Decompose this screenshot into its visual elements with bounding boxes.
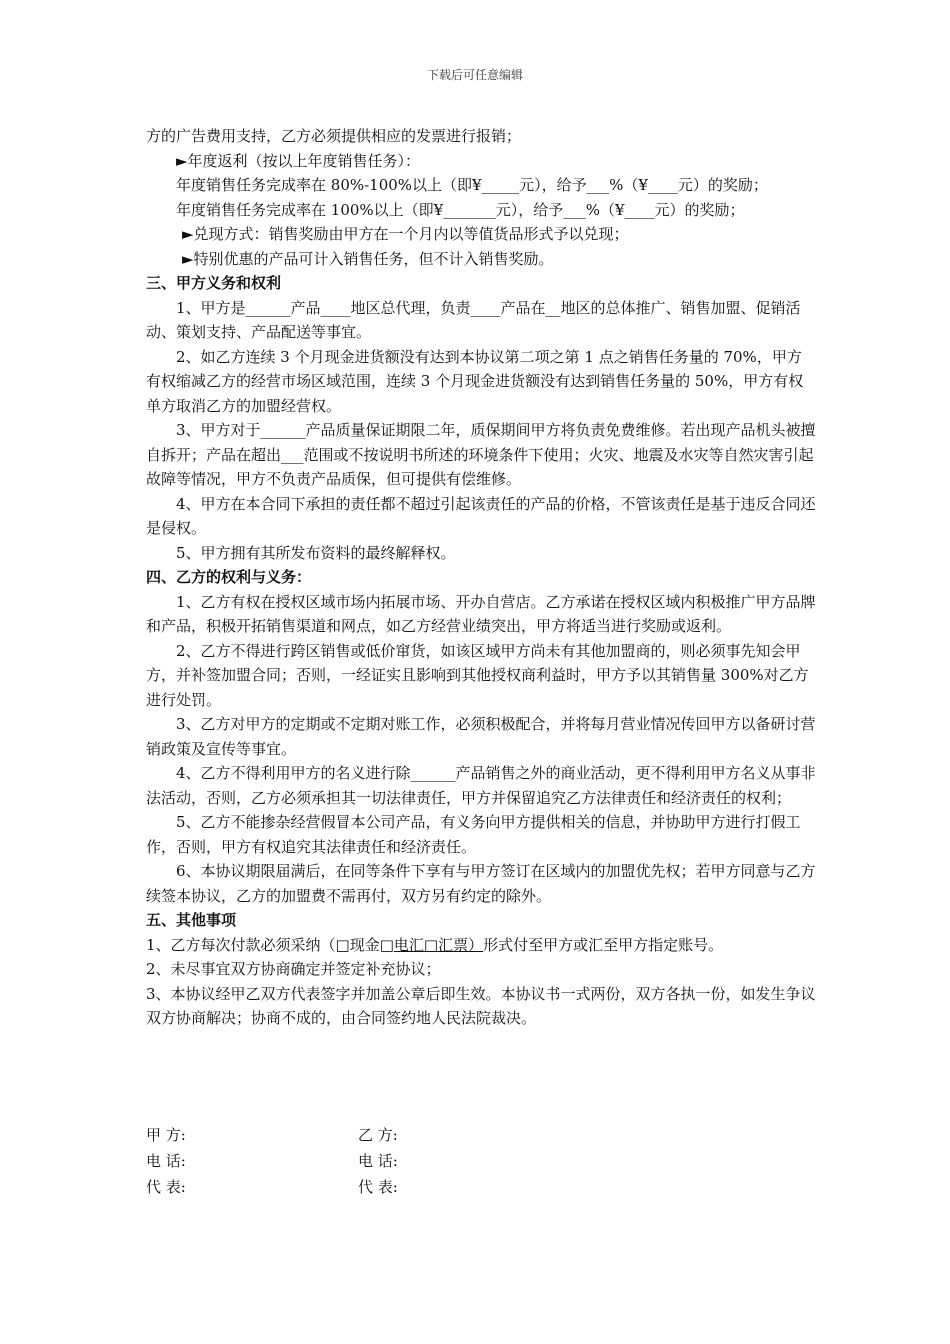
party-b-phone-label: 电 话:: [358, 1152, 398, 1170]
section-3-item-2: 2、如乙方连续 3 个月现金进货额没有达到本协议第二项之第 1 点之销售任务量的 70%，甲方有权缩减乙方的经营市场区域范围，连续 3 个月现金进货额没有达到销售任务量的 50%，甲方有权单方取消乙方的加盟经营权。: [146, 347, 804, 415]
section-4-item-6: 6、本协议期限届满后，在同等条件下享有与甲方签订在区域内的加盟优先权；若甲方同意与乙方续签本协议，乙方的加盟费不需再付，双方另有约定的除外。: [146, 862, 816, 905]
party-a-phone-label: 电 话:: [146, 1152, 186, 1170]
section-4-item-4: 4、乙方不得利用甲方的名义进行除______产品销售之外的商业活动，更不得利用甲方名义从事非法活动，否则，乙方必须承担其一切法律责任，甲方并保留追究乙方法律责任和经济责任的权利；: [146, 764, 816, 807]
section-4-title: 四、乙方的权利与义务：: [146, 568, 312, 586]
redeem-method: ►兑现方式：销售奖励由甲方在一个月内以等值货品形式予以兑现；: [182, 225, 629, 243]
party-b-label: 乙 方:: [358, 1126, 398, 1144]
page-header: 下载后可任意编辑: [426, 68, 523, 82]
section-4-item-3: 3、乙方对甲方的定期或不定期对账工作，必须积极配合，并将每月营业情况传回甲方以备研讨营销政策及宣传等事宜。: [146, 715, 816, 758]
party-a-rep-label: 代 表:: [146, 1178, 186, 1196]
section-4-item-1: 1、乙方有权在授权区域市场内拓展市场、开办自营店。乙方承诺在授权区域内积极推广甲方品牌和产品，积极开拓销售渠道和网点，如乙方经营业绩突出，甲方将适当进行奖励或返利。: [146, 592, 816, 635]
signature-row-party: [146, 1122, 646, 1148]
section-4-item-5: 5、乙方不能掺杂经营假冒本公司产品，有义务向甲方提供相关的信息，并协助甲方进行打假工作，否则，甲方有权追究其法律责任和经济责任。: [146, 813, 801, 856]
section-5-item-3: 3、本协议经甲乙双方代表签字并加盖公章后即生效。本协议书一式两份，双方各执一份，如发生争议双方协商解决；协商不成的，由合同签约地人民法院裁决。: [146, 984, 816, 1027]
section-5-item-2: 2、未尽事宜双方协商确定并签定补充协议；: [146, 960, 441, 978]
annual-rebate-line-1: 年度销售任务完成率在 80%-100%以上（即¥_____元），给予___%（¥____元）的奖励；: [176, 176, 768, 194]
intro-paragraph: 方的广告费用支持，乙方必须提供相应的发票进行报销；: [146, 127, 522, 145]
signature-row-phone: [146, 1148, 646, 1174]
special-offer-note: ►特别优惠的产品可计入销售任务，但不计入销售奖励。: [182, 249, 554, 268]
section-3-title: 三、甲方义务和权利: [146, 274, 282, 292]
party-a-label: 甲 方:: [146, 1126, 186, 1144]
section-3-item-3: 3、甲方对于______产品质量保证期限二年，质保期间甲方将负责免费维修。若出现产品机头被擅自拆开；产品在超出___范围或不按说明书所述的环境条件下使用；火灾、地震及水灾等自然灾害引起故障等情况，甲方不负责产品质保，但可提供有偿维修。: [146, 421, 816, 488]
payment-options-underlined: 电汇□汇票）: [393, 935, 484, 954]
payment-text-post: 形式付至甲方或汇至甲方指定账号。: [483, 935, 724, 954]
section-5-title: 五、其他事项: [146, 911, 237, 929]
document-body: [146, 124, 816, 1031]
section-3-item-4: 4、甲方在本合同下承担的责任都不超过引起该责任的产品的价格，不管该责任是基于违反合同还是侵权。: [146, 494, 816, 537]
signature-row-rep: [146, 1174, 646, 1200]
section-4-item-2: 2、乙方不得进行跨区销售或低价窜货，如该区域甲方尚未有其他加盟商的，则必须事先知会甲方，并补签加盟合同；否则，一经证实且影响到其他授权商利益时，甲方予以其销售量 300%对乙方进行处罚。: [146, 641, 809, 709]
section-3-item-1: 1、甲方是______产品____地区总代理，负责____产品在__地区的总体推广、销售加盟、促销活动、策划支持、产品配送等事宜。: [146, 298, 801, 341]
annual-rebate-line-2: 年度销售任务完成率在 100%以上（即¥_______元），给予___%（¥____元）的奖励；: [176, 200, 745, 219]
section-5-item-1: [146, 933, 816, 958]
party-b-rep-label: 代 表:: [358, 1178, 398, 1196]
annual-rebate-title: ►年度返利（按以上年度销售任务）：: [176, 151, 421, 170]
signature-block: [146, 1122, 646, 1200]
section-3-item-5: 5、甲方拥有其所发布资料的最终解释权。: [176, 543, 456, 562]
payment-text-pre: 1、乙方每次付款必须采纳（□现金□: [146, 935, 394, 954]
